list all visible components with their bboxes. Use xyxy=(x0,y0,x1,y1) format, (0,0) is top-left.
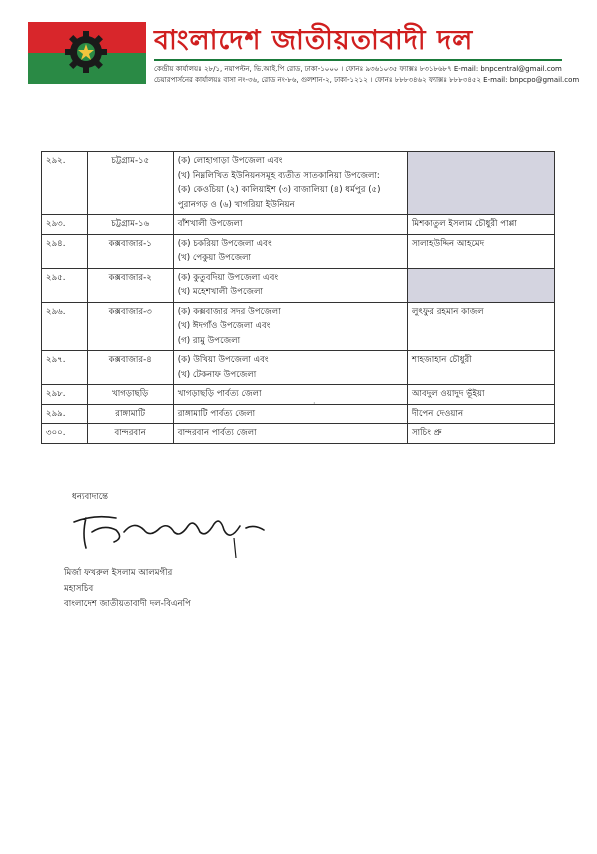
area-line: (ক) চকরিয়া উপজেলা এবং xyxy=(177,238,272,249)
constituency-name: কক্সবাজার-৪ xyxy=(87,351,173,385)
area-line: খাগড়াছড়ি পার্বত্য জেলা xyxy=(177,389,262,399)
central-office-address: কেন্দ্রীয় কার্যালয়ঃ ২৮/১, নয়াপল্টন, ভি.আই.পি রোড, ঢাকা-১০০০ । ফোনঃ ৯৩৬১০৩৫ ফ্যাক্সঃ ৮৩১৮৬৮৭ E-mail: bnpcentral@gmail.com xyxy=(154,65,562,73)
constituency-name: রাঙ্গামাটি xyxy=(87,404,173,424)
gear-emblem-icon xyxy=(65,31,107,73)
constituency-table xyxy=(41,151,555,444)
row-number: ২৯৫. xyxy=(42,268,88,302)
area-line: বান্দরবান পার্বত্য জেলা xyxy=(177,428,257,438)
table-row xyxy=(42,424,555,444)
candidate-name: শাহজাহান চৌধুরী xyxy=(407,351,554,385)
row-number: ২৯৪. xyxy=(42,234,88,268)
signatory-block xyxy=(64,566,191,613)
constituency-area xyxy=(173,424,407,444)
party-name: বাংলাদেশ জাতীয়তাবাদী দল xyxy=(154,25,474,56)
constituency-name: খাগড়াছড়ি xyxy=(87,385,173,405)
area-line: (ক) উখিয়া উপজেলা এবং xyxy=(177,355,269,365)
constituency-area xyxy=(173,152,407,215)
area-line: (ক) কক্সবাজার সদর উপজেলা xyxy=(177,306,281,317)
candidate-name: লুৎফুর রহমান কাজল xyxy=(407,302,554,351)
table-row xyxy=(42,302,555,351)
constituency-area xyxy=(173,302,407,351)
signatory-name: মির্জা ফখরুল ইসলাম আলমগীর xyxy=(64,568,173,578)
area-line: পুরানগড় ও (৬) খাগরিয়া ইউনিয়ন xyxy=(177,199,295,210)
candidate-name: আবদুল ওয়াদুদ ভূঁইয়া xyxy=(407,385,554,405)
row-number: ২৯২. xyxy=(42,152,88,215)
area-line: (খ) টেকনাফ উপজেলা xyxy=(177,369,257,380)
constituency-area xyxy=(173,215,407,235)
candidate-name: সালাহউদ্দিন আহমেদ xyxy=(407,234,554,268)
constituency-area xyxy=(173,351,407,385)
candidate-name: মিশকাতুল ইসলাম চৌধুরী পাপ্পা xyxy=(407,215,554,235)
row-number: ২৯৮. xyxy=(42,385,88,405)
row-number: ২৯৩. xyxy=(42,215,88,235)
area-line: রাঙ্গামাটি পার্বত্য জেলা xyxy=(177,408,256,419)
area-line: (খ) ঈদগাঁও উপজেলা এবং xyxy=(177,321,271,331)
row-number: ২৯৯. xyxy=(42,404,88,424)
row-number: ২৯৭. xyxy=(42,351,88,385)
constituency-name: চট্টগ্রাম-১৬ xyxy=(87,215,173,235)
area-line: (ক) লোহাগাড়া উপজেলা এবং xyxy=(177,156,283,166)
constituency-area xyxy=(173,404,407,424)
table-row xyxy=(42,385,555,405)
constituency-name: চট্টগ্রাম-১৫ xyxy=(87,152,173,215)
table-row xyxy=(42,404,555,424)
closing-text: ধন্যবাদান্তে xyxy=(72,492,109,502)
area-line: বাঁশখালী উপজেলা xyxy=(177,219,243,229)
title-underline xyxy=(154,59,562,61)
candidate-name: সাচিং প্রু xyxy=(407,424,554,444)
table-row xyxy=(42,215,555,235)
candidate-name xyxy=(407,268,554,302)
constituency-area xyxy=(173,268,407,302)
constituency-name: বান্দরবান xyxy=(87,424,173,444)
row-number: ৩০০. xyxy=(42,424,88,444)
area-line: (গ) রামু উপজেলা xyxy=(177,335,241,346)
table-row xyxy=(42,268,555,302)
handwritten-signature xyxy=(64,508,284,564)
area-line: (ক) কেওচিয়া (২) কালিয়াইশ (৩) বাজালিয়া (৪) ধর্মপুর (৫) xyxy=(177,185,381,195)
area-line: (খ) পেকুয়া উপজেলা xyxy=(177,253,252,263)
candidate-name: দীপেন দেওয়ান xyxy=(407,404,554,424)
chairperson-office-address: চেয়ারপার্সনের কার্যালয়ঃ বাসা নং-৩৬, রোড নং-৮৬, গুলশান-২, ঢাকা-১২১২ । ফোনঃ ৮৮৮৩৪৬২ ফ্যাক্সঃ ৮৮৮৩৪৫২ E-mail: bnpcpo@gmail.com xyxy=(154,76,580,84)
constituency-name: কক্সবাজার-১ xyxy=(87,234,173,268)
constituency-name: কক্সবাজার-৩ xyxy=(87,302,173,351)
letterhead xyxy=(28,22,580,88)
area-line: (ক) কুতুবদিয়া উপজেলা এবং xyxy=(177,272,279,283)
constituency-area xyxy=(173,385,407,405)
area-line: (খ) নিম্নলিখিত ইউনিয়নসমূহ ব্যতীত সাতকানিয়া উপজেলা: xyxy=(177,170,380,181)
row-number: ২৯৬. xyxy=(42,302,88,351)
constituency-area xyxy=(173,234,407,268)
table-row xyxy=(42,152,555,215)
table-row xyxy=(42,234,555,268)
constituency-name: কক্সবাজার-২ xyxy=(87,268,173,302)
table-row xyxy=(42,351,555,385)
signatory-title: মহাসচিব xyxy=(64,583,94,594)
stray-mark: · xyxy=(313,399,316,408)
candidate-name xyxy=(407,152,554,215)
area-line: (খ) মহেশখালী উপজেলা xyxy=(177,287,263,297)
party-flag-logo xyxy=(28,22,146,84)
signatory-organization: বাংলাদেশ জাতীয়তাবাদী দল-বিএনপি xyxy=(64,599,191,609)
